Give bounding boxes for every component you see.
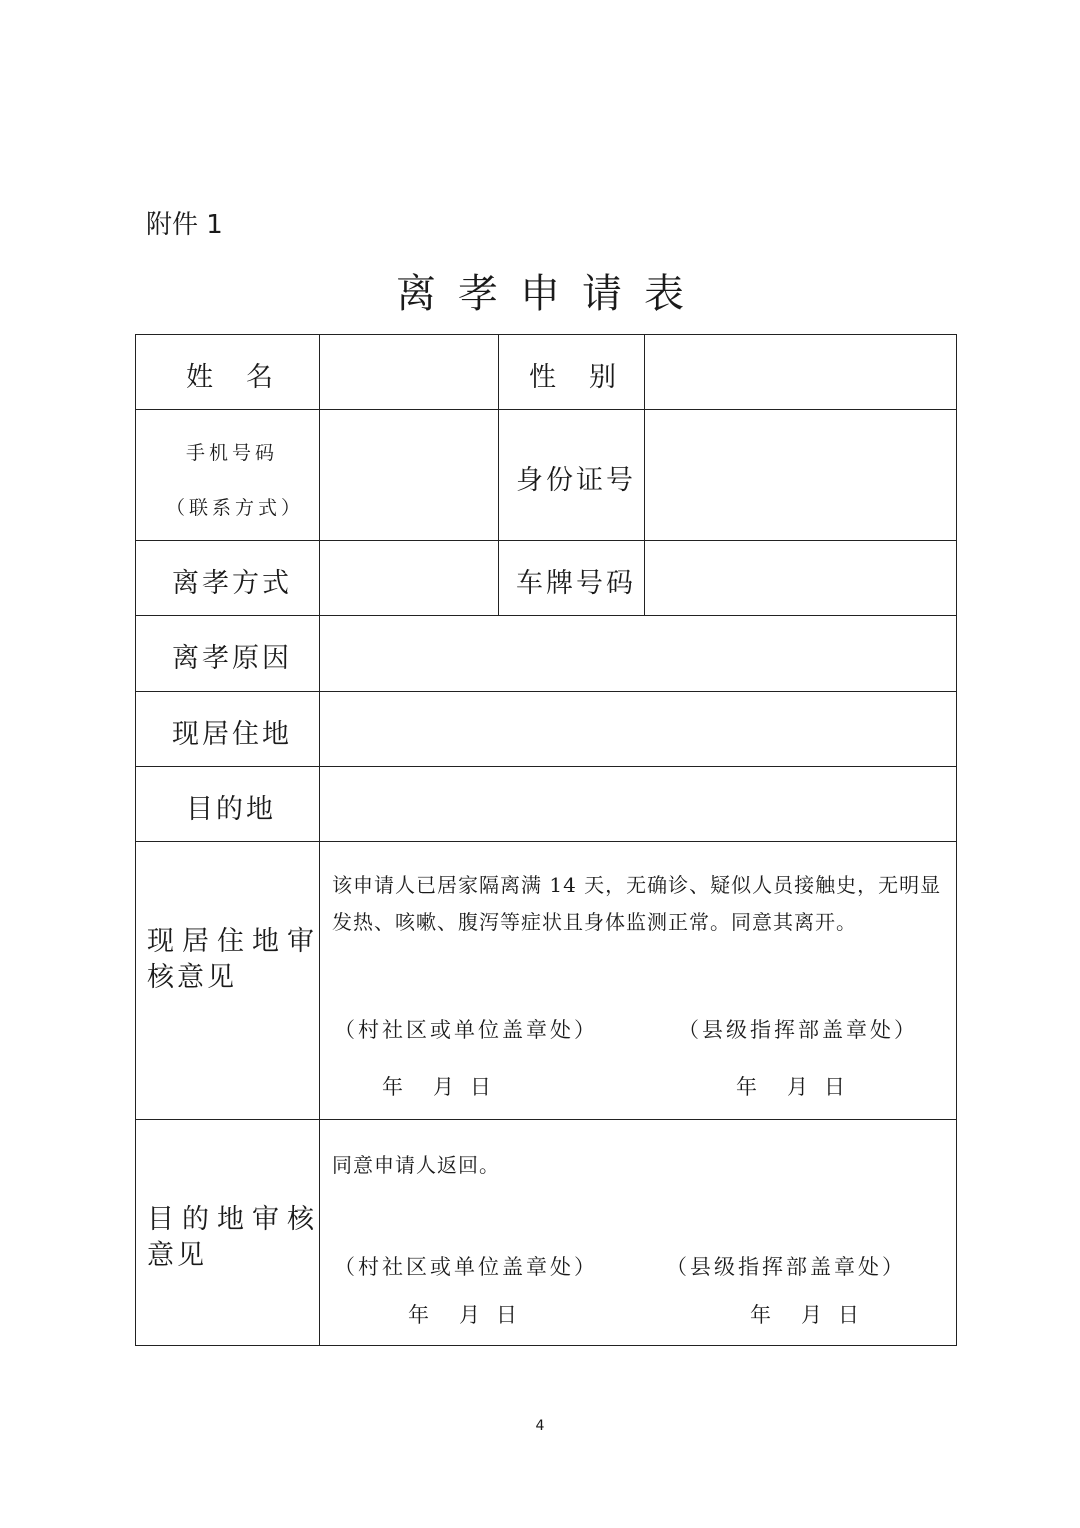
departure-reason-label: 离孝原因 [172,643,292,674]
phone-label: 手机号码 [186,442,279,464]
current-residence-value-field[interactable] [322,694,954,764]
date-month: 月 [459,1303,480,1327]
destination-review-text: 同意申请人返回。 [332,1153,500,1177]
phone-sublabel: （联系方式） [166,497,305,519]
village-seal-area: （村社区或单位盖章处） [334,1018,598,1042]
date-day: 日 [824,1075,845,1099]
date-day: 日 [496,1303,517,1327]
current-review-label: 现居住地审 [147,926,322,957]
county-seal-date [750,1299,859,1329]
current-review-text-line2: 发热、咳嗽、腹泻等症状且身体监测正常。同意其离开。 [332,910,857,934]
plate-number-label: 车牌号码 [516,568,636,599]
date-day: 日 [470,1075,491,1099]
date-month: 月 [787,1075,808,1099]
row-divider [136,841,956,842]
destination-value-field[interactable] [322,769,954,839]
attachment-label: 附件 1 [146,210,223,240]
name-value-field[interactable] [322,337,496,407]
date-year: 年 [382,1075,403,1099]
current-review-text: 该申请人已居家隔离满 14 天，无确诊、疑似人员接触史，无明显 [332,873,942,897]
date-day: 日 [838,1303,859,1327]
row-divider [136,766,956,767]
row-divider [136,615,956,616]
page-number: 4 [535,1418,545,1434]
row-divider [136,1119,956,1120]
county-seal-area: （县级指挥部盖章处） [666,1255,906,1279]
form-title: 离孝申请表 [396,271,706,317]
column-divider [644,335,645,615]
row-divider [136,540,956,541]
county-seal-area: （县级指挥部盖章处） [678,1018,918,1042]
village-seal-date [408,1299,517,1329]
current-residence-label: 现居住地 [172,719,292,750]
plate-number-value-field[interactable] [647,543,953,613]
destination-label: 目的地 [186,794,276,825]
gender-value-field[interactable] [647,337,953,407]
village-seal-date [382,1071,491,1101]
destination-review-label: 目的地审核 [147,1204,322,1235]
village-seal-area: （村社区或单位盖章处） [334,1255,598,1279]
name-label: 姓 名 [186,362,276,393]
date-month: 月 [433,1075,454,1099]
departure-reason-value-field[interactable] [322,618,954,689]
gender-label: 性 别 [529,362,619,393]
id-number-label: 身份证号 [516,465,636,496]
phone-value-field[interactable] [322,412,496,538]
id-number-value-field[interactable] [647,412,953,538]
date-year: 年 [408,1303,429,1327]
date-year: 年 [736,1075,757,1099]
departure-method-label: 离孝方式 [172,568,292,599]
date-year: 年 [750,1303,771,1327]
county-seal-date [736,1071,845,1101]
column-divider [498,335,499,615]
date-month: 月 [801,1303,822,1327]
row-divider [136,691,956,692]
departure-method-value-field[interactable] [322,543,496,613]
destination-review-label-line2: 意见 [147,1240,207,1271]
row-divider [136,409,956,410]
application-form-table [135,334,957,1346]
column-divider [319,335,320,1345]
current-review-label-line2: 核意见 [147,962,237,993]
